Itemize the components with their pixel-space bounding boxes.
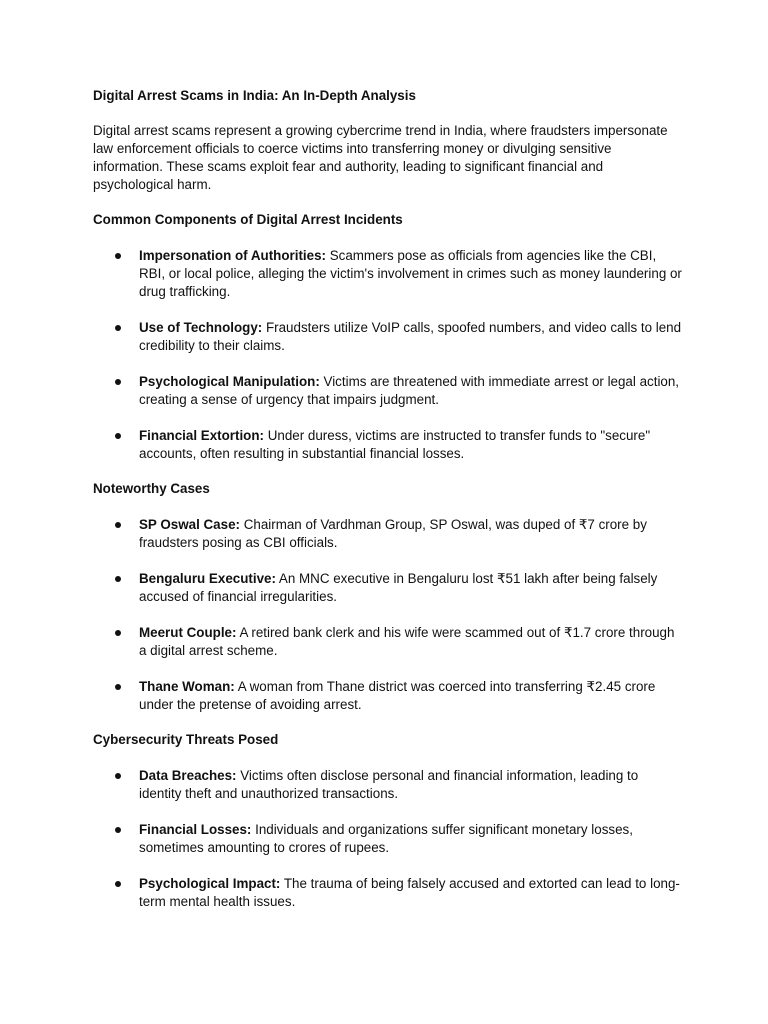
item-text: An MNC executive in Bengaluru lost ₹51 lakh after being falsely accused of financial irregularities. [139, 571, 658, 604]
item-text: Victims are threatened with immediate arrest or legal action, creating a sense of urgency that impairs judgment. [139, 374, 680, 407]
bullet-icon [115, 576, 121, 582]
item-term: Psychological Impact: [139, 876, 281, 891]
item-text: Victims often disclose personal and financial information, leading to identity theft and unauthorized transactions. [139, 768, 639, 801]
item-term: Use of Technology: [139, 320, 263, 335]
list-item [93, 624, 683, 660]
item-term: Financial Extortion: [139, 428, 264, 443]
item-term: SP Oswal Case: [139, 517, 240, 532]
list-item [93, 319, 683, 355]
list-item [93, 821, 683, 857]
document-title: Digital Arrest Scams in India: An In-Depth Analysis [93, 88, 416, 103]
document-page [93, 87, 683, 928]
list-item [93, 373, 683, 409]
bullet-icon [115, 881, 121, 887]
list-item [93, 427, 683, 463]
item-text: A retired bank clerk and his wife were scammed out of ₹1.7 crore through a digital arrest scheme. [139, 625, 675, 658]
list-item [93, 678, 683, 714]
bullet-icon [115, 522, 121, 528]
section-heading-cases: Noteworthy Cases [93, 481, 210, 496]
bullet-icon [115, 827, 121, 833]
section-heading-threats: Cybersecurity Threats Posed [93, 732, 279, 747]
item-term: Psychological Manipulation: [139, 374, 320, 389]
item-text: Fraudsters utilize VoIP calls, spoofed numbers, and video calls to lend credibility to their claims. [139, 320, 682, 353]
bullet-icon [115, 433, 121, 439]
item-term: Meerut Couple: [139, 625, 237, 640]
item-text: Chairman of Vardhman Group, SP Oswal, was duped of ₹7 crore by fraudsters posing as CBI officials. [139, 517, 647, 550]
item-term: Impersonation of Authorities: [139, 248, 326, 263]
item-text: The trauma of being falsely accused and extorted can lead to long-term mental health issues. [139, 876, 680, 909]
item-term: Financial Losses: [139, 822, 252, 837]
list-item [93, 516, 683, 552]
list-item [93, 247, 683, 301]
item-text: Individuals and organizations suffer significant monetary losses, sometimes amounting to crores of rupees. [139, 822, 633, 855]
item-text: Under duress, victims are instructed to transfer funds to "secure" accounts, often resulting in substantial financial losses. [139, 428, 651, 461]
bullet-icon [115, 253, 121, 259]
intro-paragraph: Digital arrest scams represent a growing cybercrime trend in India, where fraudsters impersonate law enforcement officials to coerce victims into transferring money or divulging sensitive information. These scams exploit fear and authority, leading to significant financial and psychological harm. [93, 123, 668, 192]
components-list [93, 247, 683, 463]
item-term: Bengaluru Executive: [139, 571, 276, 586]
cases-list [93, 516, 683, 714]
list-item [93, 570, 683, 606]
item-term: Thane Woman: [139, 679, 235, 694]
section-heading-components: Common Components of Digital Arrest Incidents [93, 212, 403, 227]
threats-list [93, 767, 683, 911]
bullet-icon [115, 773, 121, 779]
item-text: A woman from Thane district was coerced into transferring ₹2.45 crore under the pretense of avoiding arrest. [139, 679, 656, 712]
bullet-icon [115, 630, 121, 636]
bullet-icon [115, 325, 121, 331]
list-item [93, 875, 683, 911]
item-term: Data Breaches: [139, 768, 237, 783]
bullet-icon [115, 684, 121, 690]
item-text: Scammers pose as officials from agencies like the CBI, RBI, or local police, alleging the victim's involvement in crimes such as money laundering or drug trafficking. [139, 248, 682, 299]
bullet-icon [115, 379, 121, 385]
list-item [93, 767, 683, 803]
